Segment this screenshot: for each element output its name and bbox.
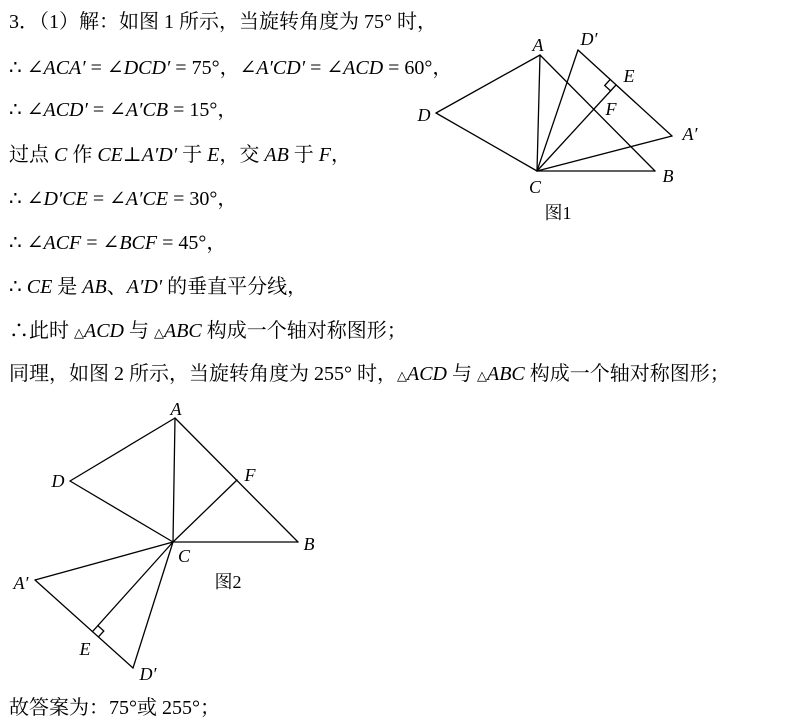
math-variable: AB — [82, 276, 107, 298]
math-variable: ACD — [343, 57, 384, 79]
solution-line-5: ∴ ∠D′CE = ∠A′CE = 30°， — [9, 188, 238, 210]
segment-CF — [173, 480, 237, 542]
point-label-E: E — [79, 639, 91, 659]
math-variable: A′CB — [125, 99, 169, 121]
solution-line-9: 同理，如图 2 所示，当旋转角度为 255° 时，△ACD 与 △ABC 构成一个轴对称图形； — [9, 363, 730, 385]
math-variable: CE — [26, 276, 53, 298]
point-label-F: F — [244, 465, 256, 485]
solution-line-1: 3．（1）解：如图 1 所示，当旋转角度为 75° 时， — [9, 11, 437, 33]
figure-2-caption: 图2 — [214, 572, 242, 592]
point-label-B: B — [662, 166, 674, 186]
triangle-symbol: △ — [397, 368, 407, 383]
math-variable: AB — [264, 144, 289, 166]
math-variable: ABC — [487, 363, 525, 385]
figure-2 — [13, 399, 315, 684]
segment-AC — [537, 55, 540, 171]
point-label-D-prime: D′ — [139, 664, 157, 684]
math-variable: E — [207, 144, 220, 166]
point-label-E: E — [623, 66, 635, 86]
solution-line-7: ∴ CE 是 AB、A′D′ 的垂直平分线， — [9, 276, 308, 298]
math-variable: A′D′ — [126, 276, 163, 298]
solution-line-3: ∴ ∠ACD′ = ∠A′CB = 15°， — [9, 99, 238, 121]
segment-CE — [93, 542, 174, 632]
math-variable: ABC — [164, 320, 202, 342]
point-label-D: D — [51, 471, 65, 491]
math-variable: ACD′ — [43, 99, 88, 121]
segment-CA-prime — [35, 542, 173, 580]
solution-line-8: ∴此时 △ACD 与 △ABC 构成一个轴对称图形； — [9, 320, 407, 342]
math-variable: CE — [97, 144, 123, 166]
math-variable: D′CE — [43, 188, 88, 210]
segment-DA — [70, 418, 175, 481]
segment-CA-prime — [537, 136, 672, 171]
math-variable: ACA′ — [43, 57, 86, 79]
triangle-symbol: △ — [154, 325, 164, 340]
segment-AC — [173, 418, 175, 542]
math-variable: C — [54, 144, 68, 166]
math-variable: BCF — [119, 232, 158, 254]
solution-line-4: 过点 C 作 CE⊥A′D′ 于 E，交 AB 于 F， — [9, 144, 352, 166]
solution-line-6: ∴ ∠ACF = ∠BCF = 45°， — [9, 232, 227, 254]
segment-D-prime-A-prime — [578, 50, 672, 136]
figure-1-caption: 图1 — [544, 203, 572, 223]
point-label-A: A — [170, 399, 182, 419]
segment-CE — [537, 85, 616, 171]
segment-CD-prime — [537, 50, 578, 171]
math-variable: A′D′ — [141, 144, 178, 166]
right-angle-mark — [98, 626, 104, 637]
point-label-C: C — [528, 177, 542, 197]
point-label-D: D — [417, 105, 431, 125]
math-variable: ACD — [407, 363, 447, 385]
segment-CD-prime — [133, 542, 173, 668]
triangle-symbol: △ — [74, 325, 84, 340]
math-variable: ACD — [84, 320, 124, 342]
point-label-A: A — [532, 35, 544, 55]
point-label-A-prime: A′ — [13, 573, 29, 593]
point-label-D-prime: D′ — [580, 29, 598, 49]
math-variable: ACF — [43, 232, 82, 254]
point-label-F: F — [605, 99, 617, 119]
math-variable: A′CD′ — [256, 57, 306, 79]
triangle-symbol: △ — [477, 368, 487, 383]
right-angle-mark — [605, 80, 611, 91]
answer-line: 故答案为：75°或 255°； — [9, 697, 220, 719]
segment-DC — [70, 481, 173, 542]
point-label-A-prime: A′ — [682, 124, 698, 144]
figure-1 — [417, 29, 699, 223]
math-variable: A′CE — [125, 188, 169, 210]
math-variable: F — [318, 144, 332, 166]
point-label-B: B — [303, 534, 315, 554]
math-variable: DCD′ — [123, 57, 171, 79]
point-label-C: C — [177, 546, 191, 566]
segment-DC — [436, 113, 537, 171]
solution-line-2: ∴ ∠ACA′ = ∠DCD′ = 75°，∠A′CD′ = ∠ACD = 60°， — [9, 57, 453, 79]
